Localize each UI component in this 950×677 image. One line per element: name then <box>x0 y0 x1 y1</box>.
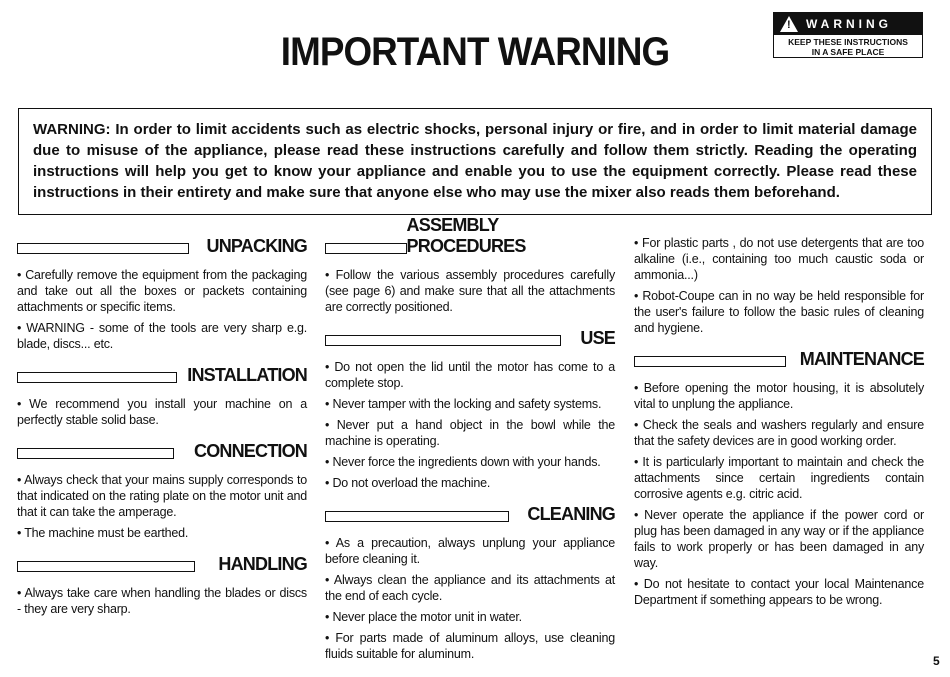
section-cleaning-continued <box>634 235 924 336</box>
column-2 <box>325 215 615 674</box>
intro-warning-box: WARNING: In order to limit accidents such as electric shocks, personal injury or fire, and in order to limit material damage due to misuse of the appliance, please read these instructions carefully and follow them strictly. Reading the operating instructions will help you get to know your appliance and enable you to use the equipment correctly. Please read these instructions in their entirety and make sure that anyone else who may use the mixer also reads them beforehand. <box>18 108 932 215</box>
heading-bar <box>634 356 786 367</box>
list-item: • Always take care when handling the blades or discs - they are very sharp. <box>17 586 307 616</box>
list-item: • Never force the ingredients down with your hands. <box>325 455 601 469</box>
heading-bar <box>17 243 189 254</box>
heading-bar <box>325 243 407 254</box>
list-item: • Before opening the motor housing, it is absolutely vital to unplung the appliance. <box>634 381 924 411</box>
warning-triangle-icon: ! <box>780 16 798 32</box>
section-heading <box>17 364 307 386</box>
list-item: • Always clean the appliance and its attachments at the end of each cycle. <box>325 573 615 603</box>
warning-badge-caption <box>774 35 922 57</box>
section-assembly <box>325 215 615 315</box>
heading-label: ASSEMBLY PROCEDURES <box>406 215 526 256</box>
list-item: • Never tamper with the locking and safety systems. <box>325 397 602 411</box>
section-heading <box>325 215 615 257</box>
list-item: • We recommend you install your machine on a perfectly stable solid base. <box>17 397 307 427</box>
section-use <box>325 327 615 491</box>
section-heading <box>17 440 307 462</box>
heading-label: INSTALLATION <box>187 365 307 385</box>
section-heading <box>17 235 307 257</box>
list-item: • Follow the various assembly procedures carefully (see page 6) and make sure that all the attachments are correctly positioned. <box>325 268 615 314</box>
column-3 <box>634 235 924 620</box>
warning-badge-line2: IN A SAFE PLACE <box>811 47 885 57</box>
list-item: • As a precaution, always unplung your appliance before cleaning it. <box>325 536 615 566</box>
section-heading <box>325 503 615 525</box>
list-item: • Do not overload the machine. <box>325 476 491 490</box>
heading-label: USE <box>580 328 615 348</box>
list-item: • Always check that your mains supply corresponds to that indicated on the rating plate on the motor unit and that it can take the amperage. <box>17 473 307 519</box>
heading-bar <box>17 561 195 572</box>
heading-bar <box>325 511 509 522</box>
section-installation <box>17 364 307 428</box>
heading-bar <box>17 372 177 383</box>
list-item: • Do not hesitate to contact your local Maintenance Department if something appears to be wrong. <box>634 577 924 607</box>
heading-label: CLEANING <box>527 504 615 524</box>
warning-badge <box>773 12 923 58</box>
section-handling <box>17 553 307 617</box>
list-item: • WARNING - some of the tools are very sharp e.g. blade, discs... etc. <box>17 321 307 351</box>
list-item: • Robot-Coupe can in no way be held responsible for the user's failure to follow the basic rules of cleaning and hygiene. <box>634 289 924 335</box>
heading-label: CONNECTION <box>194 441 307 461</box>
heading-bar <box>17 448 174 459</box>
section-cleaning <box>325 503 615 662</box>
page-number: 5 <box>933 654 940 668</box>
heading-label: HANDLING <box>218 554 307 574</box>
section-heading <box>325 327 615 349</box>
section-connection <box>17 440 307 541</box>
list-item: • Never operate the appliance if the power cord or plug has been damaged in any way or if the appliance fails to work properly or has been damaged in any way. <box>634 508 924 570</box>
heading-bar <box>325 335 561 346</box>
warning-badge-word: WARNING <box>806 17 892 31</box>
list-item: • Do not open the lid until the motor has come to a complete stop. <box>325 360 615 390</box>
list-item: • It is particularly important to maintain and check the attachments since certain ingredients contain corrosive agents e.g. citric acid. <box>634 455 924 501</box>
warning-badge-line1: KEEP THESE INSTRUCTIONS <box>788 37 908 47</box>
list-item: • For parts made of aluminum alloys, use cleaning fluids suitable for aluminum. <box>325 631 615 661</box>
section-maintenance <box>634 348 924 608</box>
list-item: • For plastic parts , do not use detergents that are too alkaline (i.e., containing too much caustic soda or ammonia...) <box>634 236 924 282</box>
heading-label: UNPACKING <box>206 236 307 256</box>
section-heading <box>634 348 924 370</box>
section-heading <box>17 553 307 575</box>
list-item: • Never place the motor unit in water. <box>325 610 522 624</box>
heading-label: MAINTENANCE <box>799 349 924 369</box>
list-item: • Carefully remove the equipment from the packaging and take out all the boxes or packets containing attachments or specific items. <box>17 268 307 314</box>
page-title: IMPORTANT WARNING <box>280 30 670 74</box>
warning-badge-header <box>774 13 922 35</box>
list-item: • The machine must be earthed. <box>17 526 189 540</box>
column-1 <box>17 235 307 629</box>
list-item: • Never put a hand object in the bowl while the machine is operating. <box>325 418 615 448</box>
section-unpacking <box>17 235 307 352</box>
list-item: • Check the seals and washers regularly and ensure that the safety devices are in good working order. <box>634 418 924 448</box>
